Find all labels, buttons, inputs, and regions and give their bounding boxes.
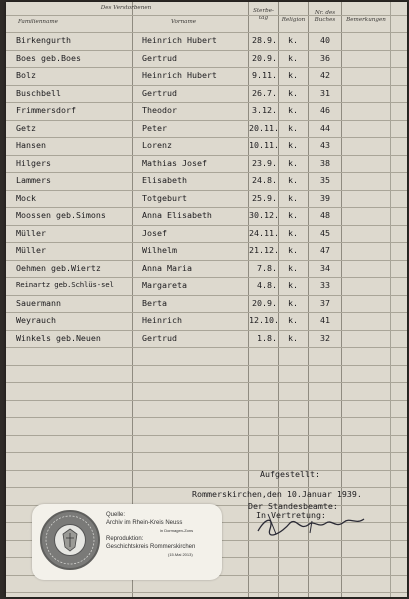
cell-sterbetag: 21.12. [249, 245, 279, 255]
cell-sterbetag: 12.10. [249, 315, 279, 325]
cell-sterbetag: 1.8. [257, 333, 277, 343]
cell-familienname: Boes geb.Boes [16, 53, 81, 63]
cell-religion: k. [288, 298, 298, 308]
cell-sterbetag: 25.9. [252, 193, 277, 203]
cell-vorname: Heinrich Hubert [142, 70, 217, 80]
row-rule [6, 592, 407, 593]
cell-sterbetag: 9.11. [252, 70, 277, 80]
row-rule [6, 312, 407, 313]
row-rule [6, 452, 407, 453]
cell-vorname: Gertrud [142, 53, 177, 63]
row-rule [6, 400, 407, 401]
cell-buch-nr: 42 [320, 70, 330, 80]
cell-religion: k. [288, 123, 298, 133]
row-rule [6, 277, 407, 278]
vertretung-label: In Vertretung: [256, 510, 326, 520]
cell-buch-nr: 43 [320, 140, 330, 150]
cell-familienname: Müller [16, 228, 46, 238]
cell-buch-nr: 39 [320, 193, 330, 203]
cell-vorname: Wilhelm [142, 245, 177, 255]
cell-vorname: Margareta [142, 280, 187, 290]
cell-vorname: Josef [142, 228, 167, 238]
cell-religion: k. [288, 140, 298, 150]
row-rule [6, 225, 407, 226]
row-rule [6, 207, 407, 208]
cell-vorname: Heinrich Hubert [142, 35, 217, 45]
cell-familienname: Weyrauch [16, 315, 56, 325]
cell-familienname: Moossen geb.Simons [16, 210, 106, 220]
cell-buch-nr: 35 [320, 175, 330, 185]
row-rule [6, 32, 407, 33]
row-rule [6, 85, 407, 86]
row-rule [6, 417, 407, 418]
cell-religion: k. [288, 35, 298, 45]
cell-buch-nr: 45 [320, 228, 330, 238]
row-rule [6, 190, 407, 191]
cell-familienname: Bolz [16, 70, 36, 80]
cell-familienname: Lammers [16, 175, 51, 185]
aufgestellt-label: Aufgestellt: [260, 469, 320, 479]
cell-sterbetag: 24.8. [252, 175, 277, 185]
cell-vorname: Gertrud [142, 333, 177, 343]
cell-religion: k. [288, 53, 298, 63]
cell-sterbetag: 28.9. [252, 35, 277, 45]
cell-religion: k. [288, 333, 298, 343]
row-rule [6, 242, 407, 243]
row-rule [6, 295, 407, 296]
row-rule [6, 155, 407, 156]
crest-icon [55, 525, 85, 555]
cell-vorname: Mathias Josef [142, 158, 207, 168]
cell-religion: k. [288, 245, 298, 255]
header-vorname: Vorname [171, 19, 197, 25]
cell-buch-nr: 32 [320, 333, 330, 343]
cell-buch-nr: 47 [320, 245, 330, 255]
header-section: Des Verstorbenen [100, 5, 152, 11]
cell-buch-nr: 46 [320, 105, 330, 115]
column-rule [390, 2, 391, 597]
cell-familienname: Reinartz geb.Schlüs-sel [16, 280, 114, 289]
cell-vorname: Elisabeth [142, 175, 187, 185]
row-rule [6, 50, 407, 51]
cell-religion: k. [288, 263, 298, 273]
column-rule [341, 2, 342, 597]
repro-date: (15.Mai 2013) [168, 552, 193, 557]
cell-buch-nr: 36 [320, 53, 330, 63]
cell-familienname: Mock [16, 193, 36, 203]
register-page [6, 2, 407, 597]
cell-buch-nr: 38 [320, 158, 330, 168]
cell-vorname: Peter [142, 123, 167, 133]
cell-religion: k. [288, 70, 298, 80]
cell-familienname: Hansen [16, 140, 46, 150]
cell-buch-nr: 44 [320, 123, 330, 133]
cell-buch-nr: 48 [320, 210, 330, 220]
cell-vorname: Heinrich [142, 315, 182, 325]
row-rule [6, 330, 407, 331]
place-date: Rommerskirchen,den 10.Januar 1939. [192, 489, 362, 499]
cell-sterbetag: 20.11. [249, 123, 279, 133]
repro-value: Geschichtskreis Rommerskirchen [106, 544, 196, 550]
row-rule [6, 15, 407, 16]
quelle-label: Quelle: [106, 512, 126, 518]
quelle-value: Archiv im Rhein-Kreis Neuss [106, 520, 183, 526]
cell-religion: k. [288, 280, 298, 290]
cell-sterbetag: 20.9. [252, 53, 277, 63]
standesbeamte-label: Der Standesbeamte: [248, 501, 338, 511]
row-rule [6, 487, 407, 488]
row-rule [6, 382, 407, 383]
cell-familienname: Frimmersdorf [16, 105, 76, 115]
cell-familienname: Getz [16, 123, 36, 133]
cell-buch-nr: 34 [320, 263, 330, 273]
header-familienname: Familienname [18, 19, 58, 25]
cell-sterbetag: 26.7. [252, 88, 277, 98]
cell-familienname: Müller [16, 245, 46, 255]
cell-familienname: Oehmen geb.Wiertz [16, 263, 101, 273]
row-rule [6, 67, 407, 68]
row-rule [6, 172, 407, 173]
row-rule [6, 137, 407, 138]
signature-icon [252, 509, 370, 539]
cell-buch-nr: 33 [320, 280, 330, 290]
cell-familienname: Sauermann [16, 298, 61, 308]
cell-religion: k. [288, 158, 298, 168]
cell-sterbetag: 7.8. [257, 263, 277, 273]
cell-vorname: Berta [142, 298, 167, 308]
cell-sterbetag: 24.11. [249, 228, 279, 238]
cell-sterbetag: 23.9. [252, 158, 277, 168]
header-religion: Religion [281, 17, 306, 23]
cell-vorname: Theodor [142, 105, 177, 115]
cell-vorname: Anna Maria [142, 263, 192, 273]
cell-familienname: Hilgers [16, 158, 51, 168]
header-buch-nr: Nr. des Buches [314, 10, 336, 23]
cell-vorname: Gertrud [142, 88, 177, 98]
cell-religion: k. [288, 175, 298, 185]
quelle-sub: in Dormagen-Zons [160, 528, 194, 533]
cell-sterbetag: 10.11. [249, 140, 279, 150]
cell-familienname: Winkels geb.Neuen [16, 333, 101, 343]
cell-sterbetag: 30.12. [249, 210, 279, 220]
cell-religion: k. [288, 315, 298, 325]
cell-religion: k. [288, 193, 298, 203]
repro-label: Reproduktion: [106, 536, 144, 542]
archive-stamp [32, 504, 222, 580]
header-bemerkungen: Bemerkungen [346, 17, 386, 23]
cell-buch-nr: 37 [320, 298, 330, 308]
row-rule [6, 365, 407, 366]
cell-religion: k. [288, 210, 298, 220]
header-sterbetag: Sterbe-tag [253, 8, 274, 21]
row-rule [6, 470, 407, 471]
cell-sterbetag: 4.8. [257, 280, 277, 290]
cell-sterbetag: 20.9. [252, 298, 277, 308]
row-rule [6, 120, 407, 121]
cell-familienname: Birkengurth [16, 35, 71, 45]
cell-buch-nr: 40 [320, 35, 330, 45]
row-rule [6, 435, 407, 436]
cell-familienname: Buschbell [16, 88, 61, 98]
row-rule [6, 102, 407, 103]
row-rule [6, 347, 407, 348]
seal-logo [40, 510, 100, 570]
cell-buch-nr: 41 [320, 315, 330, 325]
cell-religion: k. [288, 228, 298, 238]
cell-buch-nr: 31 [320, 88, 330, 98]
cell-vorname: Totgeburt [142, 193, 187, 203]
cell-religion: k. [288, 105, 298, 115]
cell-sterbetag: 3.12. [252, 105, 277, 115]
row-rule [6, 260, 407, 261]
cell-religion: k. [288, 88, 298, 98]
seal-crest-icon [54, 524, 86, 556]
cell-vorname: Anna Elisabeth [142, 210, 212, 220]
cell-vorname: Lorenz [142, 140, 172, 150]
